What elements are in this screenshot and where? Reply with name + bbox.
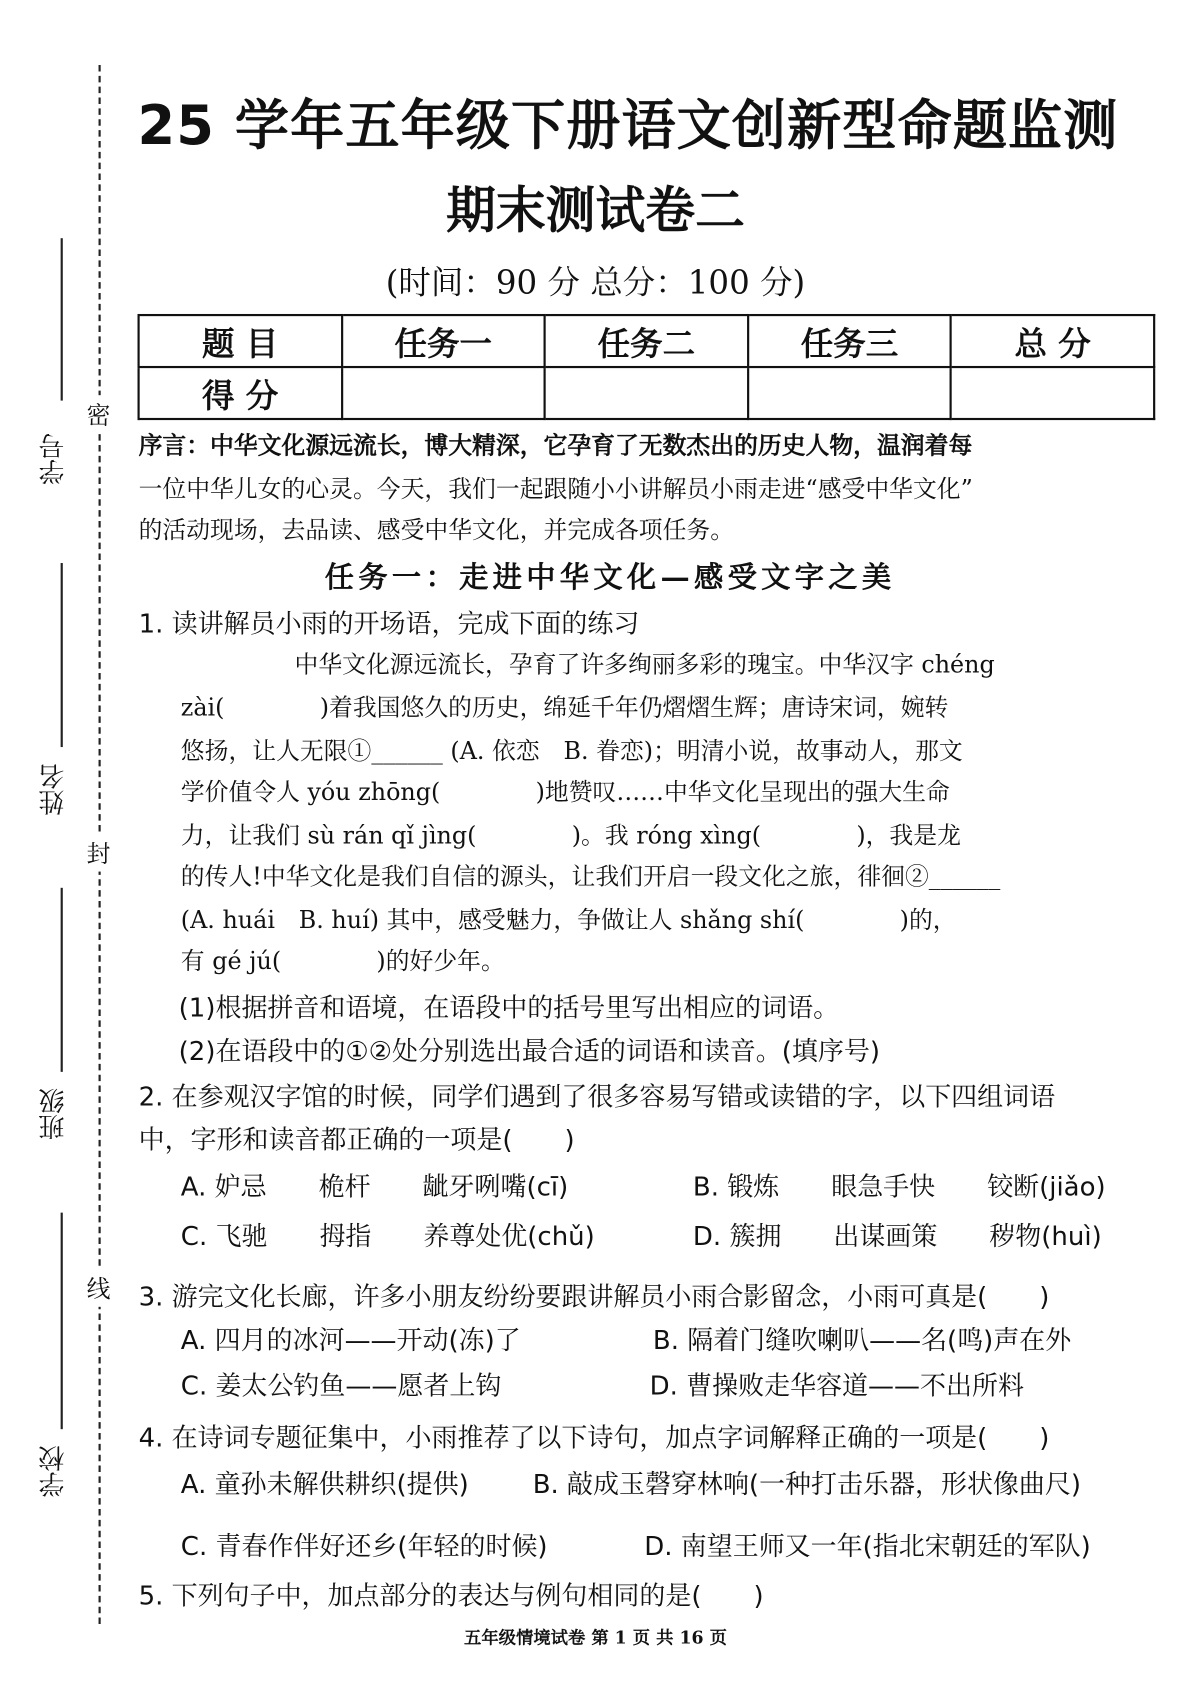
header-cell: 总 分	[951, 315, 1154, 367]
seal-mi: 密	[87, 395, 111, 433]
q1-passage-line: zài( )着我国悠久的历史，绵延千年仍熠熠生辉；唐诗宋词，婉转	[180, 695, 949, 723]
preface-line: 序言：中华文化源远流长，博大精深，它孕育了无数杰出的历史人物，温润着每	[138, 431, 973, 461]
q4-option: A. 童孙未解供耕织(提供)	[180, 1469, 469, 1500]
preface-line: 的活动现场，去品读、感受中华文化，并完成各项任务。	[138, 517, 735, 545]
row-label: 得 分	[139, 367, 342, 419]
q4-option: B. 敲成玉磬穿林响(一种打击乐器，形状像曲尺)	[532, 1469, 1082, 1500]
blank-line	[61, 563, 63, 747]
q2-title: 中，字形和读音都正确的一项是( )	[138, 1124, 575, 1156]
q1-title: 1. 读讲解员小雨的开场语，完成下面的练习	[138, 608, 640, 639]
seal-feng: 封	[87, 834, 111, 872]
title-line1: 25 学年五年级下册语文创新型命题监测	[137, 94, 1119, 157]
q2-option: C. 飞驰 拇指 养尊处优(chǔ)	[180, 1221, 595, 1252]
q4-title: 4. 在诗词专题征集中，小雨推荐了以下诗句，加点字词解释正确的一项是( )	[138, 1422, 1050, 1453]
score-cell[interactable]	[951, 367, 1154, 419]
q1-sub: (2)在语段中的①②处分别选出最合适的词语和读音。(填序号)	[178, 1036, 880, 1067]
q1-passage-line: 力，让我们 sù rán qǐ jìng( )。我 róng xìng( )，我是龙	[180, 822, 961, 850]
blank-line	[61, 1213, 63, 1430]
blank-line	[61, 888, 63, 1072]
score-table	[138, 314, 1156, 420]
page-footer: 五年级情境试卷 第 1 页 共 16 页	[464, 1627, 727, 1648]
time-info: (时间：90 分 总分：100 分)	[385, 264, 806, 303]
q1-passage-line: 的传人!中华文化是我们自信的源头，让我们开启一段文化之旅，徘徊②______	[180, 863, 1001, 892]
q1-passage-line: 有 gé jú( )的好少年。	[180, 948, 505, 976]
q3-option: B. 隔着门缝吹喇叭——名(鸣)声在外	[652, 1325, 1072, 1356]
preface-line: 一位中华儿女的心灵。今天，我们一起跟随小小讲解员小雨走进“感受中华文化”	[138, 476, 973, 504]
seal-xian: 线	[87, 1269, 111, 1307]
field-name: 姓名	[38, 763, 70, 816]
task1-heading: 任务一：走进中华文化—感受文字之美	[324, 560, 896, 595]
score-cell[interactable]	[342, 367, 545, 419]
header-cell: 任务二	[545, 315, 748, 367]
field-school: 学校	[38, 1445, 70, 1498]
q3-option: A. 四月的冰河——开动(冻)了	[180, 1325, 521, 1356]
q1-passage-line: 悠扬，让人无限①______ (A. 依恋 B. 眷恋)；明清小说，故事动人，那文	[180, 738, 963, 766]
q2-option: A. 妒忌 桅杆 龇牙咧嘴(cī)	[180, 1171, 569, 1202]
q1-passage-line: 学价值令人 yóu zhōng( )地赞叹……中华文化呈现出的强大生命	[180, 779, 950, 807]
q1-sub: (1)根据拼音和语境，在语段中的括号里写出相应的词语。	[178, 992, 840, 1024]
q1-passage-line: 中华文化源远流长，孕育了许多绚丽多彩的瑰宝。中华汉字 chéng	[294, 651, 995, 679]
header-cell: 任务一	[342, 315, 545, 367]
header-cell: 题 目	[139, 315, 342, 367]
header-cell: 任务三	[748, 315, 951, 367]
q2-option: B. 锻炼 眼急手快 铰断(jiǎo)	[692, 1171, 1106, 1202]
q3-option: D. 曹操败走华容道——不出所料	[649, 1370, 1024, 1402]
score-cell[interactable]	[545, 367, 748, 419]
q4-option: C. 青春作伴好还乡(年轻的时候)	[180, 1530, 548, 1562]
q5-title: 5. 下列句子中，加点部分的表达与例句相同的是( )	[138, 1580, 764, 1612]
q1-passage-line: (A. huái B. huí) 其中，感受魅力，争做让人 shǎng shí( )的，	[180, 907, 957, 935]
q2-option: D. 簇拥 出谋画策 秽物(huì)	[692, 1221, 1102, 1252]
q3-option: C. 姜太公钓鱼——愿者上钩	[180, 1370, 502, 1402]
title-line2: 期末测试卷二	[446, 180, 745, 240]
score-cell[interactable]	[748, 367, 951, 419]
q4-option: D. 南望王师又一年(指北宋朝廷的军队)	[644, 1530, 1091, 1562]
q3-title: 3. 游完文化长廊，许多小朋友纷纷要跟讲解员小雨合影留念，小雨可真是( )	[138, 1281, 1050, 1313]
field-class: 班级	[38, 1088, 70, 1141]
q2-title: 2. 在参观汉字馆的时候，同学们遇到了很多容易写错或读错的字，以下四组词语	[138, 1081, 1056, 1112]
field-student-id: 学号	[38, 433, 70, 486]
